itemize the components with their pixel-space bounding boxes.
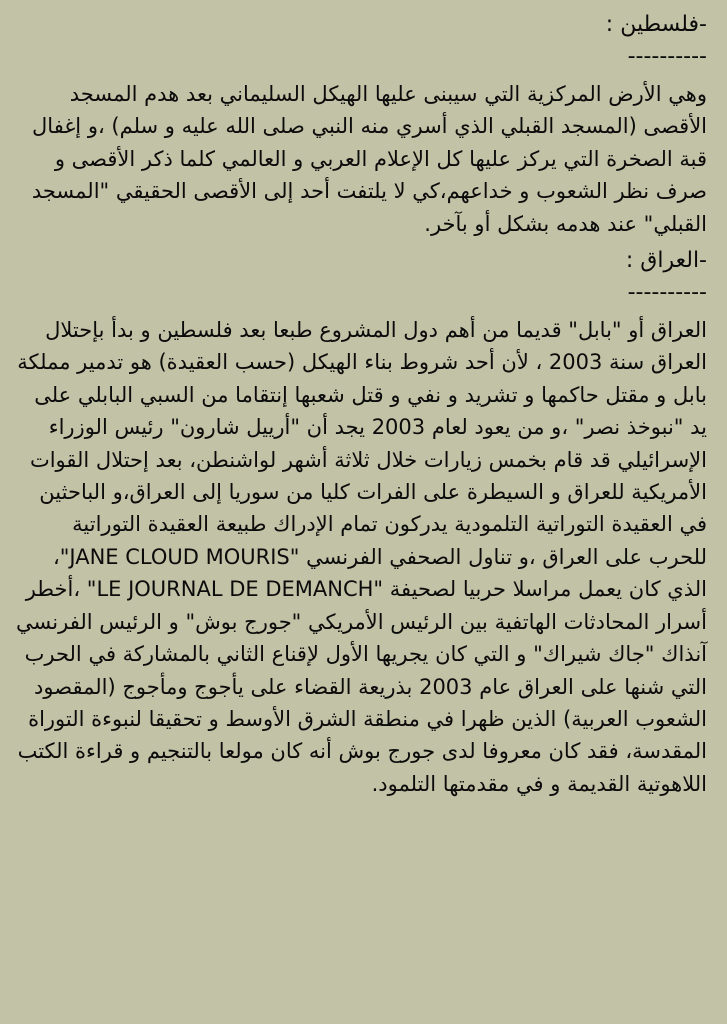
section-divider: ---------- [627,44,707,69]
section-iraq [14,244,707,800]
section-paragraph: العراق أو "بابل" قديما من أهم دول المشروع طبعا بعد فلسطين و بدأ بإحتلال العراق سنة 2003 ، لأن أحد شروط بناء الهيكل (حسب العقيدة) هو تدمير مملكة بابل و مقتل حاكمها و تشريد و نفي و قتل شعبها إنتقاما من السبي البابلي على يد "نبوخذ نصر" ،و من يعود لعام 2003 يجد أن "أرييل شارون" رئيس الوزراء الإسرائيلي قد قام بخمس زيارات خلال ثلاثة أشهر لواشنطن، بعد إحتلال القوات الأمريكية للعراق و السيطرة على الفرات كليا من سوريا إلى العراق،و الباحثين في العقيدة التوراتية التلمودية يدركون تمام الإدراك طبيعة العقيدة التوراتية للحرب على العراق ،و تناول الصحفي الفرنسي "JANE CLOUD MOURIS"، الذي كان يعمل مراسلا حربيا لصحيفة "LE JOURNAL DE DEMANCH" ،أخطر أسرار المحادثات الهاتفية بين الرئيس الأمريكي "جورج بوش" و الرئيس الفرنسي آنذاك "جاك شيراك" و التي كان يجريها الأول لإقناع الثاني بالمشاركة في الحرب التي شنها على العراق عام 2003 بذريعة القضاء على يأجوج ومأجوج (المقصود الشعوب العربية) الذين ظهرا في منطقة الشرق الأوسط و تحقيقا لنبوءة التوراة المقدسة، فقد كان معروفا لدى جورج بوش أنه كان مولعا بالتنجيم و قراءة الكتب اللاهوتية القديمة و في مقدمتها التلمود. [16,318,707,796]
section-palestine [14,8,707,240]
section-heading: -العراق : [625,248,707,274]
section-heading: -فلسطين : [605,12,707,37]
section-paragraph: وهي الأرض المركزية التي سيبنى عليها الهيكل السليماني بعد هدم المسجد الأقصى (المسجد القبلي الذي أسري منه النبي صلى الله عليه و سلم) ،و إغفال قبة الصخرة التي يركز عليها كل الإعلام العربي و العالمي كلما ذكر الأقصى و صرف نظر الشعوب و خداعهم،كي لا يلتفت أحد إلى الأقصى الحقيقي "المسجد القبلي" عند هدمه بشكل أو بآخر. [31,82,707,236]
section-divider: ---------- [627,280,707,306]
